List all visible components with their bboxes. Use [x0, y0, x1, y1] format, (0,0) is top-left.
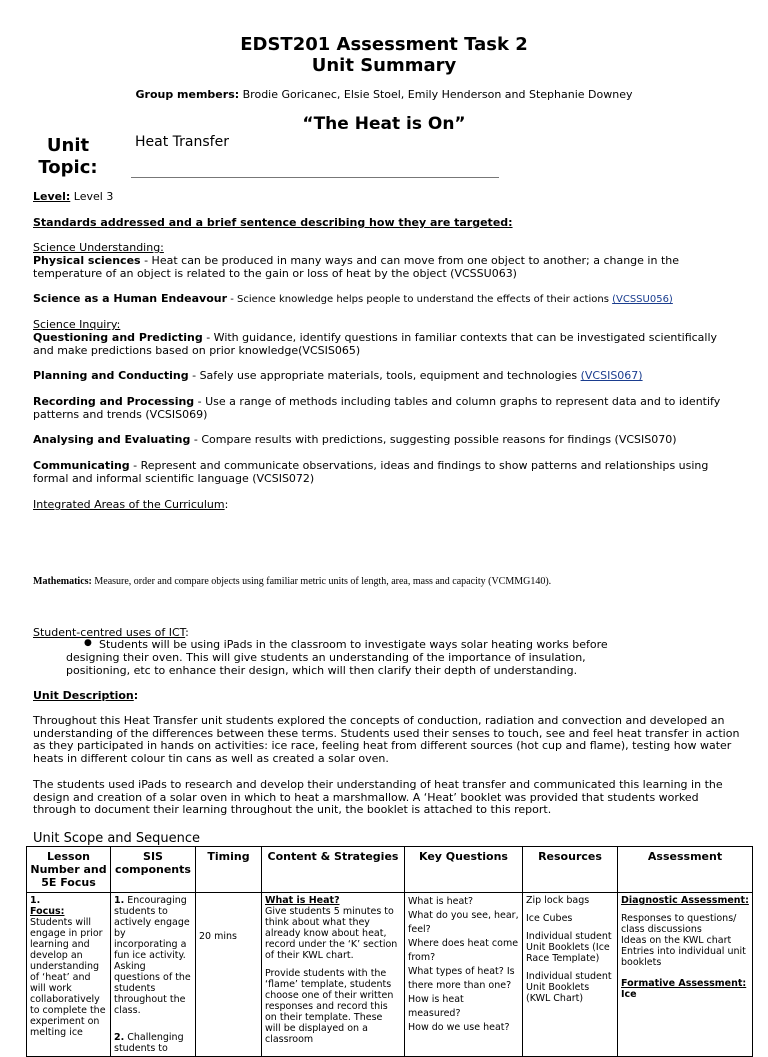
resource-item: Individual student Unit Booklets (Ice Race Template) [526, 931, 612, 964]
human-endeavour-text: - Science knowledge helps people to understand the effects of their actions [227, 294, 613, 305]
table-row [27, 893, 753, 1057]
group-members [0, 88, 768, 101]
header-timing: Timing [196, 847, 262, 893]
resource-item: Zip lock bags [526, 895, 590, 906]
planning-standard [33, 369, 733, 382]
recording-label: Recording and Processing [33, 395, 195, 408]
ict-heading-text: Student-centred uses of ICT [33, 626, 186, 639]
document-title: EDST201 Assessment Task 2 [240, 34, 528, 55]
timing-value: 20 mins [199, 931, 237, 942]
header-resources: Resources [523, 847, 618, 893]
resource-item: Individual student Unit Booklets (KWL Chart) [526, 971, 612, 1004]
integrated-heading [33, 498, 228, 511]
recording-standard [33, 395, 723, 421]
scope-table [26, 846, 753, 1057]
question-item: What is heat? [408, 896, 474, 907]
header-key-questions: Key Questions [405, 847, 523, 893]
ict-text-line1: Students will be using iPads in the classroom to investigate ways solar heating works before [99, 638, 608, 651]
lesson-text: Students will engage in prior learning and develop an understanding of ‘heat’ and will work collaboratively to complete the experiment on melting ice [30, 917, 106, 1038]
question-item: Where does heat come from? [408, 938, 519, 963]
lesson-number: 1. [30, 895, 41, 906]
document-subtitle: Unit Summary [311, 55, 457, 76]
content-paragraph-1: Give students 5 minutes to think about what they already know about heat, record under the ‘K’ section of their KWL chart. [265, 906, 398, 961]
scope-heading: Unit Scope and Sequence [33, 831, 201, 846]
assessment-item: Ideas on the KWL chart [621, 935, 732, 946]
sis-number-2: 2. [114, 1032, 125, 1043]
integrated-heading-colon: : [224, 498, 229, 511]
content-paragraph-2: Provide students with the ‘flame’ template, students choose one of their written responses and record this on their template. These will be displayed on a classroom [265, 968, 394, 1045]
assessment-heading-2: Formative Assessment: [621, 978, 747, 989]
science-understanding-heading: Science Understanding: [33, 241, 164, 254]
questioning-text: - With guidance, identify questions in familiar contexts that can be investigated scientifically and make predictions based on prior knowledge(VCSIS065) [33, 331, 718, 357]
level-label: Level: [33, 190, 71, 203]
unit-topic-value: Heat Transfer [135, 134, 229, 150]
header-content: Content & Strategies [262, 847, 405, 893]
resources-cell [523, 893, 618, 1057]
question-item: What types of heat? Is there more than one? [408, 966, 515, 991]
analysing-label: Analysing and Evaluating [33, 433, 191, 446]
lesson-cell [27, 893, 111, 1057]
level [33, 190, 113, 203]
description-heading-colon: : [133, 689, 139, 702]
communicating-standard [33, 459, 723, 485]
scope-header-row [27, 847, 753, 893]
physical-sciences-standard [33, 254, 723, 280]
science-inquiry-heading: Science Inquiry: [33, 318, 121, 331]
physical-sciences-text: - Heat can be produced in many ways and can move from one object to another; a change in the temperature of an object is related to the gain or loss of heat by the object (VCSSU063) [33, 254, 679, 280]
description-heading-text: Unit Description [33, 689, 134, 702]
question-item: How do we use heat? [408, 1022, 510, 1033]
sis-text-1: Encouraging students to actively engage by incorporating a fun ice activity. Asking questions of the students throughout the class. [114, 895, 191, 1016]
planning-label: Planning and Conducting [33, 369, 189, 382]
unit-topic-label-line1: Unit [46, 135, 90, 156]
analysing-text: - Compare results with predictions, suggesting possible reasons for findings (VCSIS070) [190, 433, 677, 446]
description-heading [33, 689, 138, 702]
human-endeavour-label: Science as a Human Endeavour [33, 292, 228, 305]
lesson-focus-label: Focus: [30, 906, 65, 917]
unit-title: “The Heat is On” [302, 114, 466, 134]
physical-sciences-label: Physical sciences [33, 254, 141, 267]
description-paragraph-1: Throughout this Heat Transfer unit students explored the concepts of conduction, radiation and convection and developed an understanding of the differences between these terms. Students used their senses to touch, see and feel heat transfer in action as they participated in hands on activities: ice race, feeling heat from different sources (hot cup and flame), testing how water heats in different colour tin cans as well as created a solar oven. [33, 714, 740, 766]
communicating-label: Communicating [33, 459, 130, 472]
assessment-heading-2-after: Ice [621, 989, 637, 1000]
questioning-standard [33, 331, 723, 357]
content-heading: What is Heat? [265, 895, 340, 906]
assessment-heading: Diagnostic Assessment: [621, 895, 749, 906]
human-endeavour-standard [33, 292, 733, 305]
assessment-cell [618, 893, 753, 1057]
unit-topic-underline [131, 177, 499, 178]
assessment-item: Responses to questions/ class discussions [621, 913, 737, 935]
group-members-label: Group members: [135, 88, 240, 101]
description-paragraph-2: The students used iPads to research and develop their understanding of heat transfer and communicated this learning in the design and creation of a solar oven in which to heat a marshmallow. A ‘Heat’ booklet was provided that students worked through to document their learning throughout the unit, the booklet is attached to this report. [33, 778, 723, 817]
ict-bullet: ● [84, 638, 92, 648]
unit-topic-label-line2: Topic: [38, 157, 98, 178]
ict-heading-colon: : [185, 626, 189, 639]
level-value: Level 3 [73, 190, 114, 203]
standards-heading: Standards addressed and a brief sentence describing how they are targeted: [33, 216, 513, 229]
header-lesson: Lesson Number and 5E Focus [27, 847, 111, 893]
header-assessment: Assessment [618, 847, 753, 893]
header-sis: SIS components [111, 847, 196, 893]
mathematics-area [33, 576, 551, 587]
sis-text-2: Challenging students to [114, 1032, 184, 1054]
questions-cell [405, 893, 523, 1057]
group-members-names: Brodie Goricanec, Elsie Stoel, Emily Henderson and Stephanie Downey [242, 88, 633, 101]
timing-cell [196, 893, 262, 1057]
resource-item: Ice Cubes [526, 913, 573, 924]
integrated-heading-text: Integrated Areas of the Curriculum [33, 498, 225, 511]
sis-number-1: 1. [114, 895, 125, 906]
communicating-text: - Represent and communicate observations, ideas and findings to show patterns and relationships using formal and informal scientific language (VCSIS072) [33, 459, 709, 485]
sis-cell [111, 893, 196, 1057]
recording-text: - Use a range of methods including tables and column graphs to represent data and to identify patterns and trends (VCSIS069) [33, 395, 721, 421]
planning-text: - Safely use appropriate materials, tools, equipment and technologies [188, 369, 581, 382]
analysing-standard [33, 433, 733, 446]
questioning-label: Questioning and Predicting [33, 331, 203, 344]
assessment-item: Entries into individual unit booklets [621, 946, 746, 968]
ict-text-rest: designing their oven. This will give students an understanding of the importance of insulation, positioning, etc to enhance their design, which will then clarify their depth of understanding. [66, 651, 586, 677]
content-cell [262, 893, 405, 1057]
question-item: How is heat measured? [408, 994, 464, 1019]
vcsis067-link[interactable]: (VCSIS067) [580, 369, 643, 382]
question-item: What do you see, hear, feel? [408, 910, 519, 935]
unit-topic-label [28, 135, 108, 179]
mathematics-label: Mathematics: [33, 576, 92, 587]
mathematics-text: Measure, order and compare objects using familiar metric units of length, area, mass and capacity (VCMMG140). [91, 576, 552, 587]
vcssu056-link[interactable]: (VCSSU056) [612, 294, 673, 305]
